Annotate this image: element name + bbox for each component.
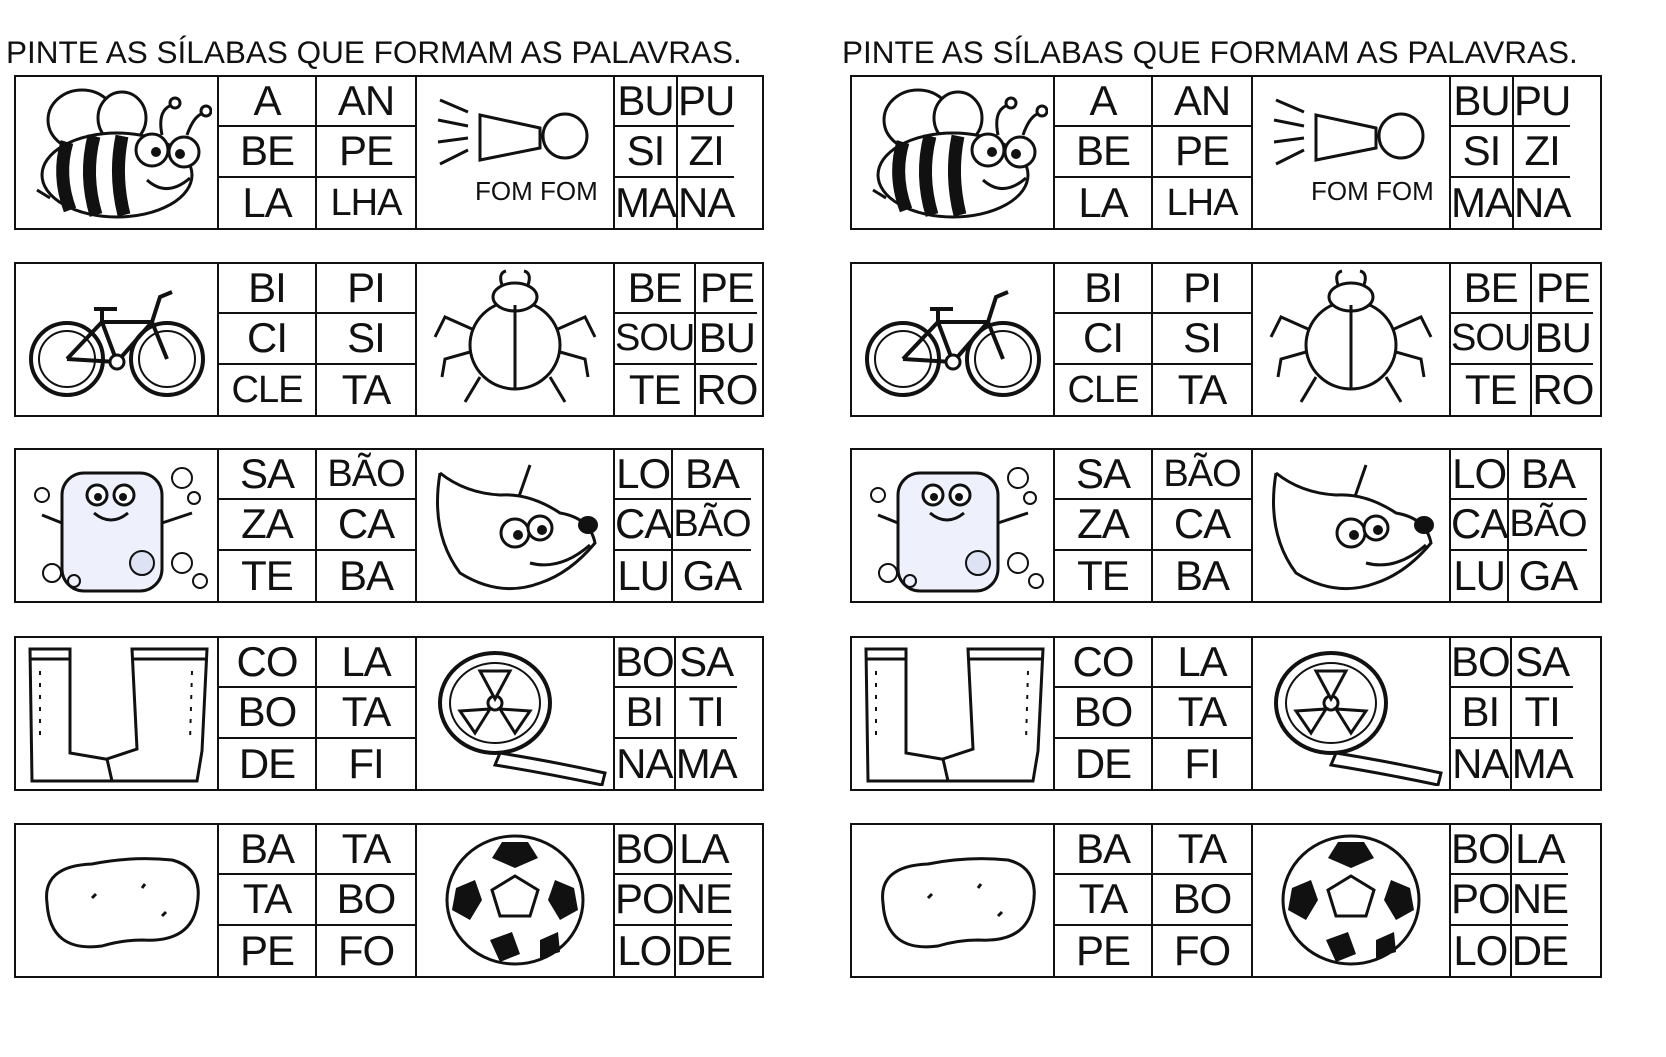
syllable-cell[interactable]: TE: [219, 551, 317, 601]
syllable-cell[interactable]: TE: [1055, 551, 1153, 601]
picture-box: [852, 825, 1055, 976]
syllable-cell[interactable]: BU: [615, 77, 678, 127]
beetle-icon: [420, 267, 610, 412]
syllable-cell[interactable]: BÃO: [317, 450, 415, 500]
syllable-grid: [219, 638, 417, 789]
worksheet-left: [0, 0, 815, 1057]
exercise-row: [14, 636, 764, 791]
syllable-grid: [219, 264, 417, 415]
syllable-cell[interactable]: CA: [317, 500, 415, 550]
picture-box: [1253, 450, 1451, 601]
picture-box: [16, 638, 219, 789]
syllable-cell[interactable]: PE: [1153, 127, 1251, 177]
syllable-cell[interactable]: MA: [675, 739, 737, 787]
syllable-grid: [1055, 264, 1253, 415]
syllable-cell[interactable]: BI: [1451, 688, 1512, 738]
picture-box: [1253, 264, 1451, 415]
syllable-grid: [1055, 77, 1253, 228]
syllable-cell[interactable]: BE: [1055, 127, 1153, 177]
syllable-cell[interactable]: MA: [615, 178, 678, 228]
syllable-cell[interactable]: SA: [1055, 450, 1153, 500]
picture-box: [16, 264, 219, 415]
syllable-cell[interactable]: LO: [615, 926, 676, 976]
worksheet-heading: PINTE AS SÍLABAS QUE FORMAM AS PALAVRAS.: [842, 34, 1578, 70]
syllable-cell[interactable]: BO: [317, 875, 415, 925]
picture-box: [1253, 77, 1451, 228]
film-reel-icon: [1256, 641, 1446, 786]
syllable-cell[interactable]: BÃO: [1153, 450, 1251, 500]
syllable-cell[interactable]: ZI: [678, 127, 734, 177]
bee-icon: [22, 80, 212, 225]
soap-icon: [22, 453, 212, 598]
syllable-cell[interactable]: BA: [673, 450, 750, 500]
wolf-icon: [420, 453, 610, 598]
syllable-cell[interactable]: TA: [341, 365, 391, 413]
syllable-cell[interactable]: TA: [1055, 875, 1153, 925]
picture-box: [417, 638, 615, 789]
syllable-cell[interactable]: TA: [219, 875, 317, 925]
syllable-cell[interactable]: BA: [1174, 551, 1230, 599]
exercise-row: [850, 75, 1602, 230]
syllable-cell[interactable]: LA: [1512, 825, 1568, 875]
syllable-cell[interactable]: PE: [317, 127, 415, 177]
syllable-cell[interactable]: GA: [682, 551, 742, 599]
syllable-cell[interactable]: TI: [676, 688, 737, 738]
syllable-cell[interactable]: LU: [1451, 551, 1509, 601]
picture-box: [417, 450, 615, 601]
syllable-cell[interactable]: BÃO: [673, 500, 750, 550]
syllable-cell[interactable]: MA: [1511, 739, 1573, 787]
syllable-cell[interactable]: ZA: [1055, 500, 1153, 550]
syllable-cell[interactable]: PE: [1532, 264, 1593, 314]
syllable-cell[interactable]: LU: [615, 551, 673, 601]
horn-icon: [1256, 80, 1446, 225]
syllable-cell[interactable]: LA: [1153, 638, 1251, 688]
syllable-cell[interactable]: SOU: [615, 314, 696, 364]
syllable-cell[interactable]: LHA: [1166, 181, 1238, 224]
syllable-cell[interactable]: CLE: [219, 365, 317, 415]
syllable-cell[interactable]: SA: [219, 450, 317, 500]
syllable-cell[interactable]: CA: [615, 500, 673, 550]
boots-icon: [22, 641, 212, 786]
syllable-cell[interactable]: PO: [1451, 875, 1512, 925]
syllable-cell[interactable]: DE: [1055, 739, 1153, 789]
syllable-cell[interactable]: DE: [1511, 926, 1569, 974]
syllable-cell[interactable]: BÃO: [1509, 500, 1586, 550]
syllable-cell[interactable]: BI: [1055, 264, 1153, 314]
syllable-cell[interactable]: AN: [1153, 77, 1251, 127]
syllable-cell[interactable]: FI: [1184, 739, 1220, 787]
horn-icon: [420, 80, 610, 225]
svg-text:FOM FOM: FOM FOM: [1311, 176, 1434, 206]
syllable-cell[interactable]: TA: [1177, 365, 1227, 413]
syllable-cell[interactable]: BI: [219, 264, 317, 314]
worksheet-right: [836, 0, 1651, 1057]
syllable-cell[interactable]: RO: [1532, 365, 1594, 413]
syllable-cell[interactable]: SI: [615, 127, 678, 177]
exercise-row: [850, 636, 1602, 791]
syllable-cell[interactable]: TE: [615, 365, 696, 415]
syllable-cell[interactable]: TE: [1451, 365, 1532, 415]
syllable-cell[interactable]: CA: [1451, 500, 1509, 550]
syllable-cell[interactable]: BO: [615, 825, 676, 875]
syllable-cell[interactable]: DE: [675, 926, 733, 974]
syllable-cell[interactable]: CLE: [1055, 365, 1153, 415]
syllable-cell[interactable]: SI: [1153, 314, 1251, 364]
syllable-cell[interactable]: BU: [1532, 314, 1593, 364]
syllable-cell[interactable]: RO: [696, 365, 758, 413]
syllable-cell[interactable]: SA: [676, 638, 737, 688]
syllable-cell[interactable]: BO: [1055, 688, 1153, 738]
film-reel-icon: [420, 641, 610, 786]
syllable-cell[interactable]: LA: [317, 638, 415, 688]
syllable-cell[interactable]: TA: [317, 688, 415, 738]
syllable-cell[interactable]: NE: [1512, 875, 1568, 925]
syllable-cell[interactable]: CO: [219, 638, 317, 688]
syllable-cell[interactable]: BE: [615, 264, 696, 314]
syllable-cell[interactable]: BE: [1451, 264, 1532, 314]
syllable-cell[interactable]: PU: [1514, 77, 1570, 127]
syllable-grid: [1055, 825, 1253, 976]
syllable-cell[interactable]: BO: [615, 638, 676, 688]
syllable-cell[interactable]: CI: [1055, 314, 1153, 364]
syllable-cell[interactable]: LHA: [330, 181, 402, 224]
syllable-cell[interactable]: TA: [1153, 688, 1251, 738]
syllable-cell[interactable]: PO: [615, 875, 676, 925]
exercise-row: [14, 448, 764, 603]
picture-box: [852, 264, 1055, 415]
syllable-cell[interactable]: ZA: [219, 500, 317, 550]
wolf-icon: [1256, 453, 1446, 598]
exercise-row: [14, 75, 764, 230]
syllable-cell[interactable]: NA: [1514, 178, 1571, 226]
picture-box: [1253, 638, 1451, 789]
beetle-icon: [1256, 267, 1446, 412]
syllable-cell[interactable]: DE: [219, 739, 317, 789]
syllable-cell[interactable]: CI: [219, 314, 317, 364]
syllable-cell[interactable]: TA: [1153, 825, 1251, 875]
picture-box: [852, 77, 1055, 228]
syllable-cell[interactable]: A: [1055, 77, 1153, 127]
picture-box: [417, 264, 615, 415]
syllable-cell[interactable]: FI: [348, 739, 384, 787]
picture-box: [852, 638, 1055, 789]
syllable-cell[interactable]: TI: [1512, 688, 1573, 738]
syllable-grid: [1055, 638, 1253, 789]
syllable-cell[interactable]: NA: [1451, 739, 1512, 789]
syllable-cell[interactable]: CO: [1055, 638, 1153, 688]
syllable-cell[interactable]: BA: [1055, 825, 1153, 875]
syllable-cell[interactable]: TA: [317, 825, 415, 875]
syllable-cell[interactable]: LA: [219, 178, 317, 228]
syllable-cell[interactable]: NA: [615, 739, 676, 789]
syllable-cell[interactable]: BO: [1451, 825, 1512, 875]
syllable-cell[interactable]: PI: [1153, 264, 1251, 314]
picture-box: [852, 450, 1055, 601]
soccer-ball-icon: [1256, 828, 1446, 973]
syllable-cell[interactable]: CA: [1153, 500, 1251, 550]
syllable-cell[interactable]: BA: [219, 825, 317, 875]
syllable-cell[interactable]: LA: [676, 825, 732, 875]
svg-text:FOM FOM: FOM FOM: [475, 176, 598, 206]
syllable-cell[interactable]: GA: [1518, 551, 1578, 599]
syllable-cell[interactable]: BI: [615, 688, 676, 738]
exercise-row: [850, 262, 1602, 417]
picture-box: [1253, 825, 1451, 976]
syllable-cell[interactable]: PI: [317, 264, 415, 314]
syllable-cell[interactable]: BA: [338, 551, 394, 599]
bicycle-icon: [22, 267, 212, 412]
syllable-cell[interactable]: MA: [1451, 178, 1514, 228]
syllable-cell[interactable]: SI: [317, 314, 415, 364]
picture-box: [16, 450, 219, 601]
syllable-cell[interactable]: LA: [1055, 178, 1153, 228]
syllable-cell[interactable]: AN: [317, 77, 415, 127]
picture-box: [16, 77, 219, 228]
syllable-cell[interactable]: ZI: [1514, 127, 1570, 177]
worksheet-heading: PINTE AS SÍLABAS QUE FORMAM AS PALAVRAS.: [6, 34, 742, 70]
syllable-grid: [219, 825, 417, 976]
syllable-grid: [219, 77, 417, 228]
syllable-grid: [1055, 450, 1253, 601]
syllable-cell[interactable]: BU: [696, 314, 757, 364]
syllable-cell[interactable]: BA: [1509, 450, 1586, 500]
bee-icon: [858, 80, 1048, 225]
exercise-row: [14, 823, 764, 978]
syllable-cell[interactable]: NA: [678, 178, 735, 226]
syllable-cell[interactable]: BU: [1451, 77, 1514, 127]
syllable-cell[interactable]: PE: [219, 926, 317, 976]
soap-icon: [858, 453, 1048, 598]
exercise-row: [850, 448, 1602, 603]
picture-box: [417, 825, 615, 976]
bicycle-icon: [858, 267, 1048, 412]
potato-icon: [22, 828, 212, 973]
potato-icon: [858, 828, 1048, 973]
exercise-row: [14, 262, 764, 417]
syllable-cell[interactable]: LO: [1451, 926, 1512, 976]
syllable-cell[interactable]: PE: [696, 264, 757, 314]
syllable-cell[interactable]: A: [219, 77, 317, 127]
picture-box: [417, 77, 615, 228]
boots-icon: [858, 641, 1048, 786]
syllable-cell[interactable]: SA: [1512, 638, 1573, 688]
syllable-cell[interactable]: BO: [219, 688, 317, 738]
syllable-cell[interactable]: SI: [1451, 127, 1514, 177]
syllable-cell[interactable]: BE: [219, 127, 317, 177]
soccer-ball-icon: [420, 828, 610, 973]
syllable-cell[interactable]: BO: [1451, 638, 1512, 688]
syllable-cell[interactable]: BO: [1153, 875, 1251, 925]
syllable-cell[interactable]: LO: [1451, 450, 1509, 500]
syllable-cell[interactable]: SOU: [1451, 314, 1532, 364]
syllable-grid: [219, 450, 417, 601]
syllable-cell[interactable]: PU: [678, 77, 734, 127]
exercise-row: [850, 823, 1602, 978]
picture-box: [16, 825, 219, 976]
syllable-cell[interactable]: FO: [337, 926, 395, 974]
syllable-cell[interactable]: FO: [1173, 926, 1231, 974]
syllable-cell[interactable]: LO: [615, 450, 673, 500]
syllable-cell[interactable]: PE: [1055, 926, 1153, 976]
syllable-cell[interactable]: NE: [676, 875, 732, 925]
